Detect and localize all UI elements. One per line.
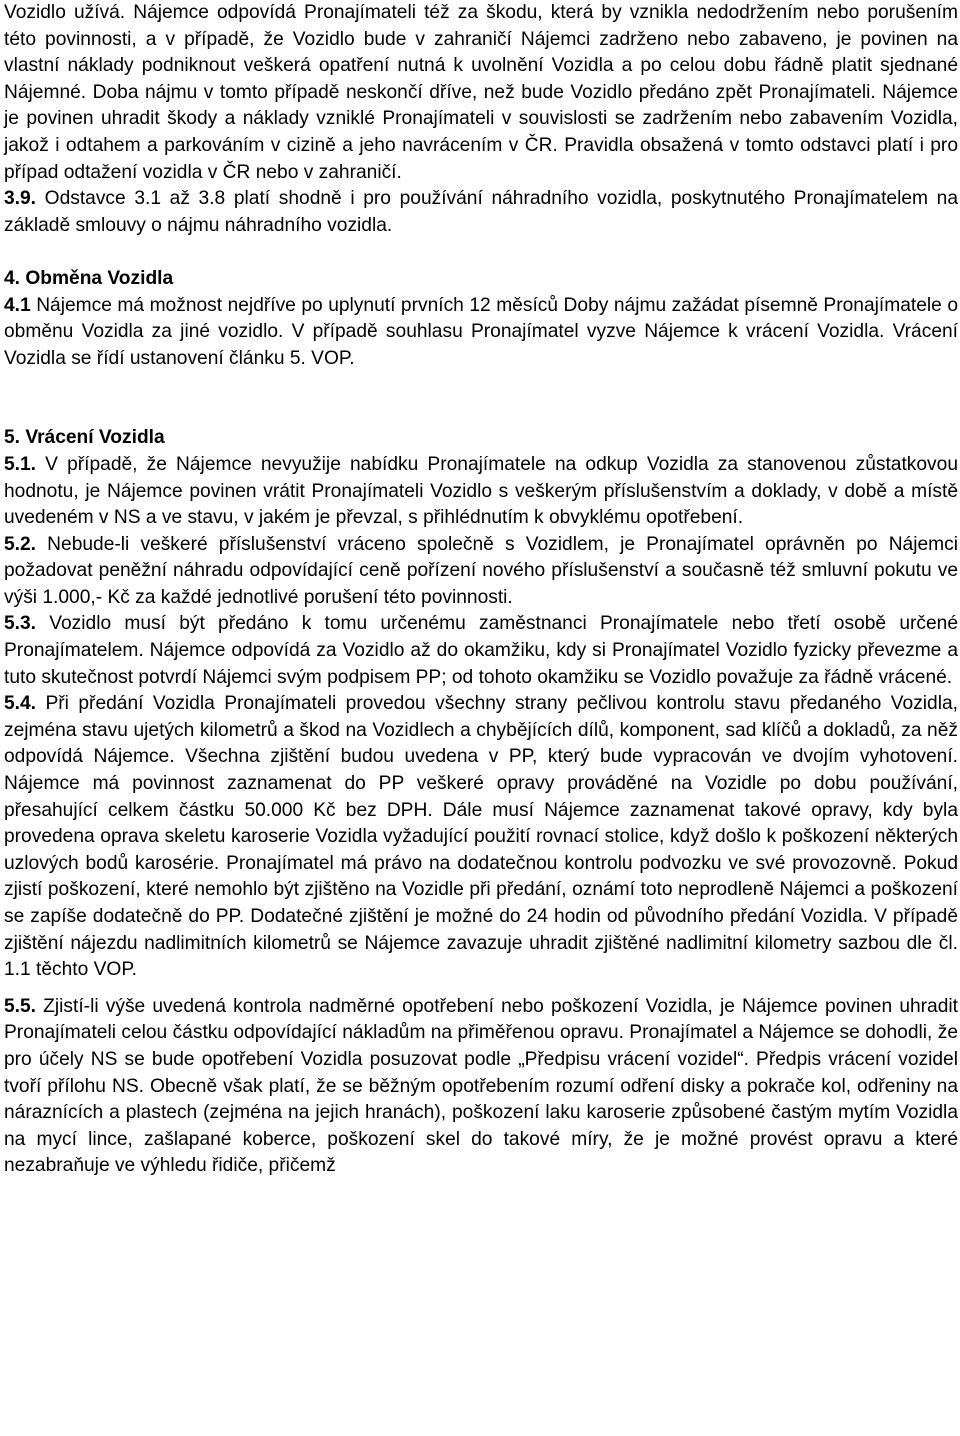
paragraph-5-5 bbox=[4, 994, 958, 1180]
spacer bbox=[4, 372, 958, 425]
paragraph-3-8-continuation: Vozidlo užívá. Nájemce odpovídá Pronajímateli též za škodu, která by vznikla nedodržením nebo porušením této povinnosti, a v případě, že Vozidlo bude v zahraničí Nájemci zadrženo nebo zabaveno, je povinen na vlastní náklady podniknout veškerá opatření nutná k uvolnění Vozidla a po celou dobu řádně platit sjednané Nájemné. Doba nájmu v tomto případě neskončí dříve, než bude Vozidlo předáno zpět Pronajímateli. Nájemce je povinen uhradit škody a náklady vzniklé Pronajímateli v souvislosti se zadržením nebo zabavením Vozidla, jakož i odtahem a parkováním v cizině a jeho navrácením v ČR. Pravidla obsažená v tomto odstavci platí i pro případ odtažení vozidla v ČR nebo v zahraničí. bbox=[4, 2, 958, 183]
paragraph-4-1-number: 4.1 bbox=[4, 294, 31, 316]
paragraph-5-3 bbox=[4, 611, 958, 691]
paragraph-5-3-number: 5.3. bbox=[4, 613, 37, 635]
paragraph-4-1 bbox=[4, 293, 958, 373]
paragraph-4-1-text: Nájemce má možnost nejdříve po uplynutí prvních 12 měsíců Doby nájmu zažádat písemně Pronajímatele o obměnu Vozidla za jiné vozidlo. V případě souhlasu Pronajímatel vyzve Nájemce k vrácení Vozidla. Vrácení Vozidla se řídí ustanovení článku 5. VOP. bbox=[4, 294, 958, 369]
paragraph-5-4 bbox=[4, 691, 958, 984]
paragraph-5-5-text: Zjistí-li výše uvedená kontrola nadměrné opotřebení nebo poškození Vozidla, je Nájemce povinen uhradit Pronajímateli celou částku odpovídající nákladům na přiměřenou opravu. Pronajímatel a Nájemce se dohodli, že pro účely NS se bude opotřebení Vozidla posuzovat podle „Předpisu vrácení vozidel“. Předpis vrácení vozidel tvoří přílohu NS. Obecně však platí, že se běžným opotřebením rozumí odření disky a pokrače kol, odřeniny na náraznících a plastech (zejména na jejich hranách), poškození laku karoserie způsobené častým mytím Vozidla na mycí lince, zašlapané koberce, poškození skel do takové míry, že je možné provést opravu a které nezabraňuje ve výhledu řidiče, přičemž bbox=[4, 995, 958, 1177]
paragraph-5-1-text: V případě, že Nájemce nevyužije nabídku Pronajímatele na odkup Vozidla za stanovenou zůstatkovou hodnotu, je Nájemce povinen vrátit Pronajímateli Vozidlo s veškerým příslušenstvím a doklady, v době a místě uvedeném v NS a ve stavu, v jakém je převzal, s přihlédnutím k obvyklému opotřebení. bbox=[4, 453, 958, 529]
paragraph-5-4-number: 5.4. bbox=[4, 693, 37, 715]
document-page bbox=[4, 0, 958, 1180]
paragraph-5-1 bbox=[4, 452, 958, 532]
paragraph-3-9-number: 3.9. bbox=[4, 188, 37, 210]
paragraph-5-2 bbox=[4, 532, 958, 612]
paragraph-3-9 bbox=[4, 186, 958, 239]
paragraph-5-1-number: 5.1. bbox=[4, 453, 37, 475]
paragraph-5-2-number: 5.2. bbox=[4, 533, 37, 555]
spacer bbox=[4, 239, 958, 266]
heading-section-5: 5. Vrácení Vozidla bbox=[4, 427, 165, 449]
heading-section-4: 4. Obměna Vozidla bbox=[4, 267, 174, 289]
spacer bbox=[4, 984, 958, 994]
paragraph-5-5-number: 5.5. bbox=[4, 995, 37, 1017]
paragraph-5-3-text: Vozidlo musí být předáno k tomu určenému zaměstnanci Pronajímatele nebo třetí osobě určené Pronajímatelem. Nájemce odpovídá za Vozidlo až do okamžiku, kdy si Pronajímatel Vozidlo fyzicky převezme a tuto skutečnost potvrdí Nájemci svým podpisem PP; od tohoto okamžiku se Vozidlo považuje za řádně vrácené. bbox=[4, 613, 958, 688]
paragraph-5-2-text: Nebude-li veškeré příslušenství vráceno společně s Vozidlem, je Pronajímatel oprávněn po Nájemci požadovat peněžní náhradu odpovídající ceně pořízení nového příslušenství a současně též smluvní pokutu ve výši 1.000,- Kč za každé jednotlivé porušení této povinnosti. bbox=[4, 533, 958, 608]
paragraph-3-9-text: Odstavce 3.1 až 3.8 platí shodně i pro používání náhradního vozidla, poskytnutého Pronajímatelem na základě smlouvy o nájmu náhradního vozidla. bbox=[4, 188, 958, 236]
paragraph-5-4-text: Při předání Vozidla Pronajímateli provedou všechny strany pečlivou kontrolu stavu předaného Vozidla, zejména stavu ujetých kilometrů a škod na Vozidlech a chybějících dílů, komponent, sad klíčů a dokladů, za něž odpovídá Nájemce. Všechna zjištění budou uvedena v PP, který bude vypracován ve dvojím vyhotovení. Nájemce má povinnost zaznamenat do PP veškeré opravy prováděné na Vozidle po dobu používání, přesahující celkem částku 50.000 Kč bez DPH. Dále musí Nájemce zaznamenat takové opravy, kdy byla provedena oprava skeletu karoserie Vozidla vyžadující použití rovnací stolice, když došlo k poškození některých uzlových bodů karosérie. Pronajímatel má právo na dodatečnou kontrolu podvozku ve své provozovně. Pokud zjistí poškození, které nemohlo být zjištěno na Vozidle při předání, oznámí toto neprodleně Nájemci a poškození se zapíše dodatečně do PP. Dodatečné zjištění je možné do 24 hodin od původního předání Vozidla. V případě zjištění nájezdu nadlimitních kilometrů se Nájemce zavazuje uhradit zjištěné nadlimitní kilometry sazbou dle čl. 1.1 těchto VOP. bbox=[4, 693, 958, 981]
